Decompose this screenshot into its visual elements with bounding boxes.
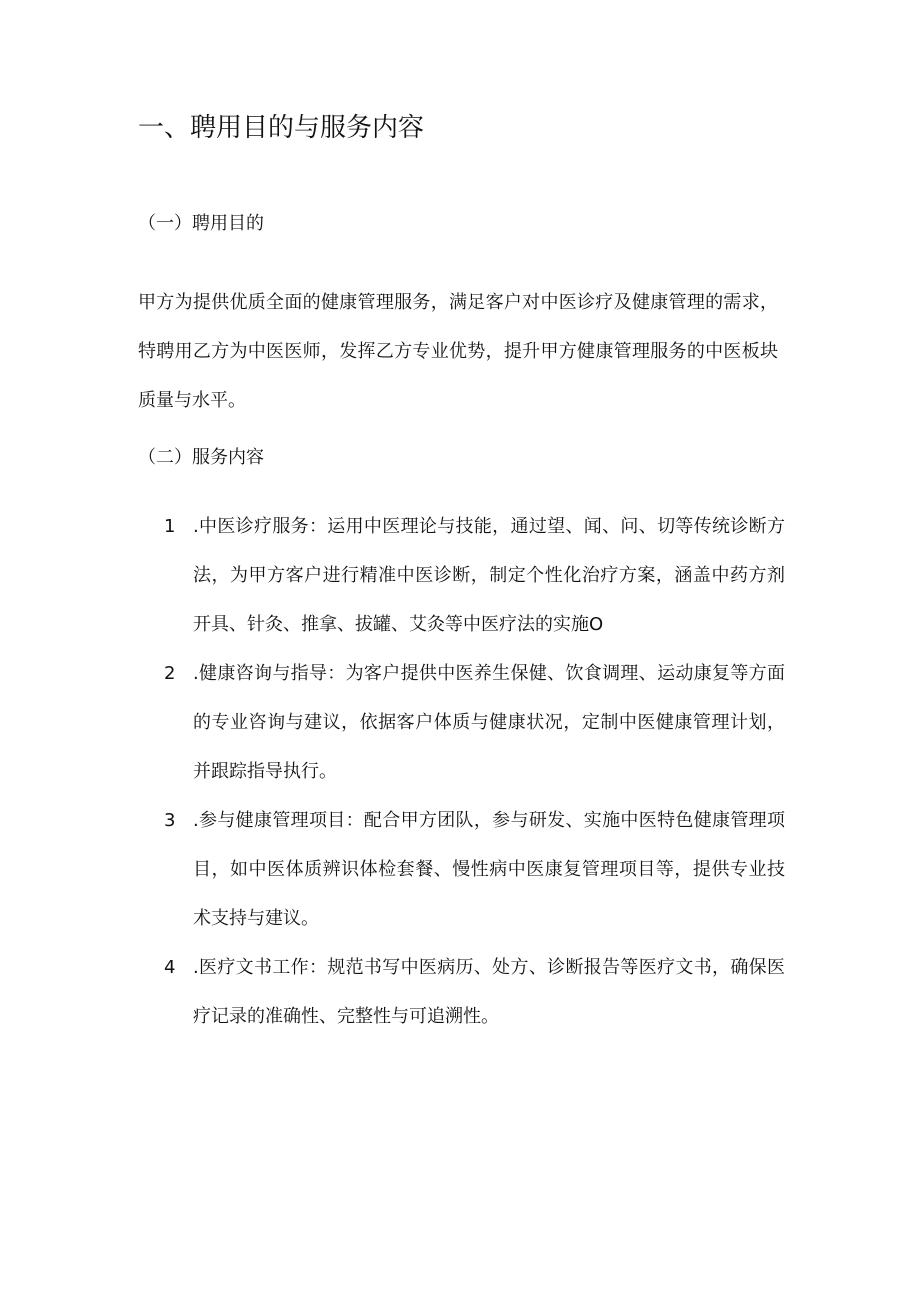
section-1-paragraph: 甲方为提供优质全面的健康管理服务，满足客户对中医诊疗及健康管理的需求，特聘用乙方为中医医师，发挥乙方专业优势，提升甲方健康管理服务的中医板块质量与水平。	[138, 292, 778, 411]
list-item	[0, 649, 920, 796]
list-item-text: .参与健康管理项目：配合甲方团队，参与研发、实施中医特色健康管理项目，如中医体质辨识体检套餐、慢性病中医康复管理项目等，提供专业技术支持与建议。	[193, 810, 785, 929]
list-item	[0, 943, 920, 1041]
list-item-number: 3	[164, 810, 176, 831]
service-list	[0, 502, 920, 1041]
section-2-title: （二）服务内容	[138, 447, 264, 468]
section-1-title: （一）聘用目的	[138, 213, 264, 234]
list-item-number: 4	[164, 957, 176, 978]
list-item-text: .中医诊疗服务：运用中医理论与技能，通过望、闻、问、切等传统诊断方法，为甲方客户进行精准中医诊断，制定个性化治疗方案，涵盖中药方剂开具、针灸、推拿、拔罐、艾灸等中医疗法的实施O	[193, 516, 785, 635]
list-item-text: .健康咨询与指导：为客户提供中医养生保健、饮食调理、运动康复等方面的专业咨询与建议，依据客户体质与健康状况，定制中医健康管理计划，并跟踪指导执行。	[193, 663, 785, 782]
main-heading: 一、聘用目的与服务内容	[138, 113, 425, 143]
list-item	[0, 502, 920, 649]
list-item-number: 2	[164, 663, 176, 684]
list-item	[0, 796, 920, 943]
list-item-text: .医疗文书工作：规范书写中医病历、处方、诊断报告等医疗文书，确保医疗记录的准确性、完整性与可追溯性。	[193, 957, 785, 1027]
list-item-number: 1	[164, 516, 176, 537]
